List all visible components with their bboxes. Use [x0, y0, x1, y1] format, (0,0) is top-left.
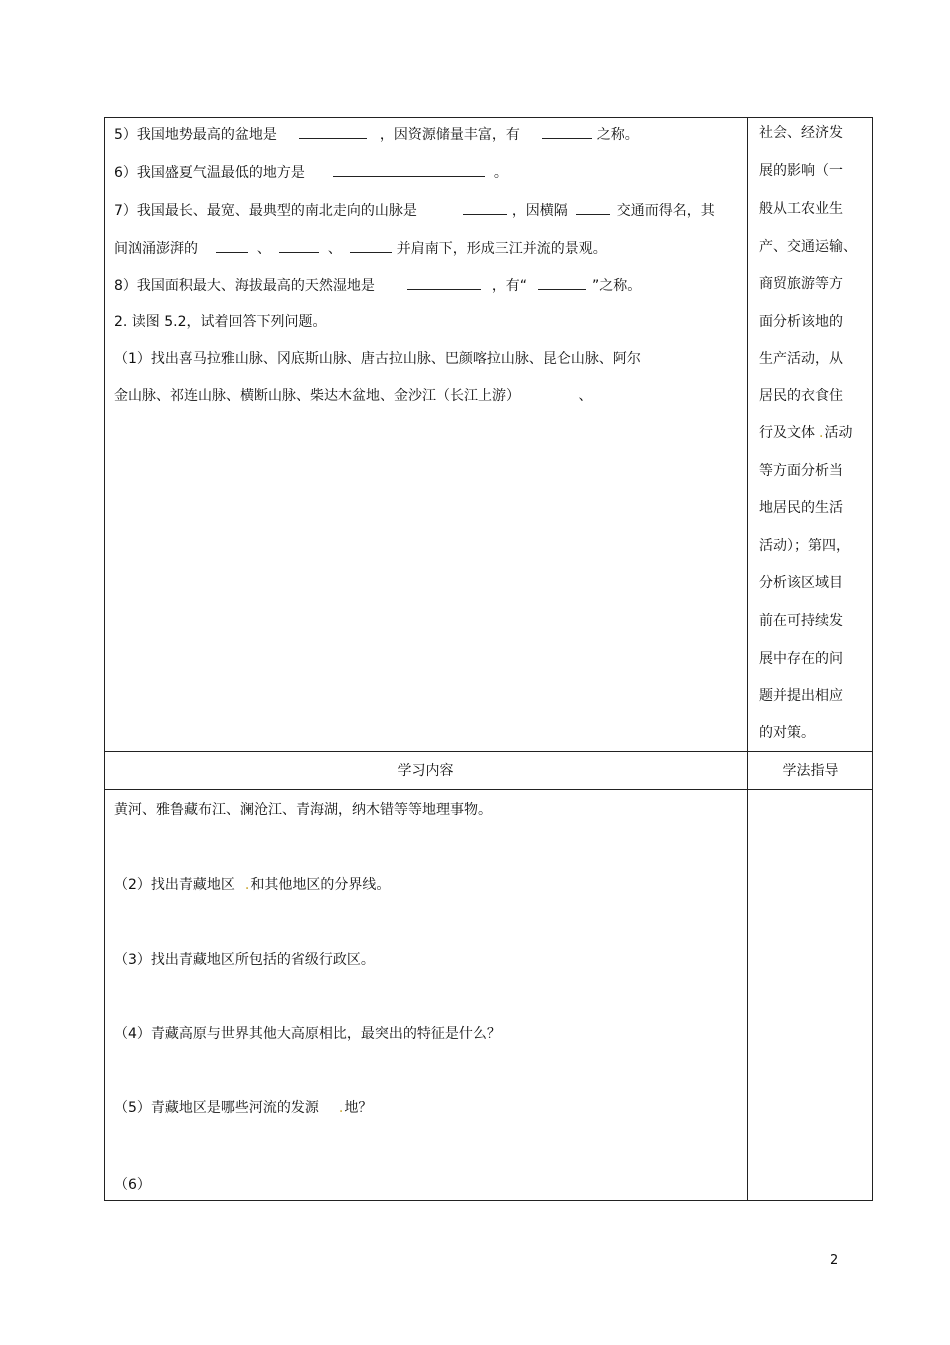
task-2-1-line-1: （1）找出喜马拉雅山脉、冈底斯山脉、唐古拉山脉、巴颜喀拉山脉、昆仑山脉、阿尔	[114, 351, 641, 367]
guide-line: 展中存在的问	[759, 651, 843, 667]
question-2-2: （2）找出青藏地区 .和其他地区的分界线。	[114, 877, 391, 893]
column-divider	[747, 117, 748, 1201]
guide-line: 行及文体 .活动	[759, 425, 853, 441]
answer-blank[interactable]	[299, 124, 367, 139]
header-top-rule	[104, 751, 873, 752]
question-8: 8）我国面积最大、海拔最高的天然湿地是 ，有“ ”之称。	[114, 275, 641, 295]
answer-blank[interactable]	[542, 124, 592, 139]
page-number: 2	[830, 1253, 839, 1268]
guide-line: 前在可持续发	[759, 613, 843, 629]
answer-blank[interactable]	[216, 238, 248, 253]
guide-line: 地居民的生活	[759, 500, 843, 516]
question-2-4: （4）青藏高原与世界其他大高原相比，最突出的特征是什么？	[114, 1026, 501, 1042]
question-2-5: （5）青藏地区是哪些河流的发源 .地？	[114, 1100, 373, 1116]
answer-blank[interactable]	[463, 200, 507, 215]
guide-line: 商贸旅游等方	[759, 276, 843, 292]
header-content: 学习内容	[397, 763, 454, 779]
guide-line: 活动）；第四，	[759, 538, 850, 554]
guide-line: 等方面分析当	[759, 463, 843, 479]
question-2-3: （3）找出青藏地区所包括的省级行政区。	[114, 952, 375, 968]
guide-line: 的对策。	[759, 725, 815, 741]
task-2-title: 2. 读图 5.2，试着回答下列问题。	[114, 314, 327, 330]
answer-blank[interactable]	[333, 162, 485, 177]
guide-line: 面分析该地的	[759, 314, 843, 330]
question-5: 5）我国地势最高的盆地是 ，因资源储量丰富，有 之称。	[114, 124, 639, 144]
header-method: 学法指导	[782, 763, 839, 779]
question-2-6: （6）	[114, 1177, 151, 1193]
task-2-1-line-2: 金山脉、祁连山脉、横断山脉、柴达木盆地、金沙江（长江上游） 、	[114, 388, 593, 404]
answer-blank[interactable]	[407, 275, 481, 290]
guide-line: 分析该区域目	[759, 575, 843, 591]
task-2-1-continued: 黄河、雅鲁藏布江、澜沧江、青海湖，纳木错等等地理事物。	[114, 802, 492, 818]
guide-line: 展的影响（一	[759, 163, 843, 179]
answer-blank[interactable]	[576, 200, 610, 215]
guide-line: 般从工农业生	[759, 201, 843, 217]
question-7-line-1: 7）我国最长、最宽、最典型的南北走向的山脉是 ，因横隔 交通而得名，其	[114, 200, 715, 220]
answer-blank[interactable]	[538, 275, 586, 290]
answer-blank[interactable]	[279, 238, 319, 253]
header-bottom-rule	[104, 789, 873, 790]
question-6: 6）我国盛夏气温最低的地方是 。	[114, 162, 508, 182]
guide-line: 生产活动，从	[759, 351, 843, 367]
answer-blank[interactable]	[350, 238, 392, 253]
question-7-line-2: 间汹涌澎湃的 、 、 并肩南下，形成三江并流的景观。	[114, 238, 607, 258]
guide-line: 产、交通运输、	[759, 239, 857, 255]
guide-line: 居民的衣食住	[759, 388, 843, 404]
guide-line: 社会、经济发	[759, 125, 843, 141]
guide-line: 题并提出相应	[759, 688, 843, 704]
